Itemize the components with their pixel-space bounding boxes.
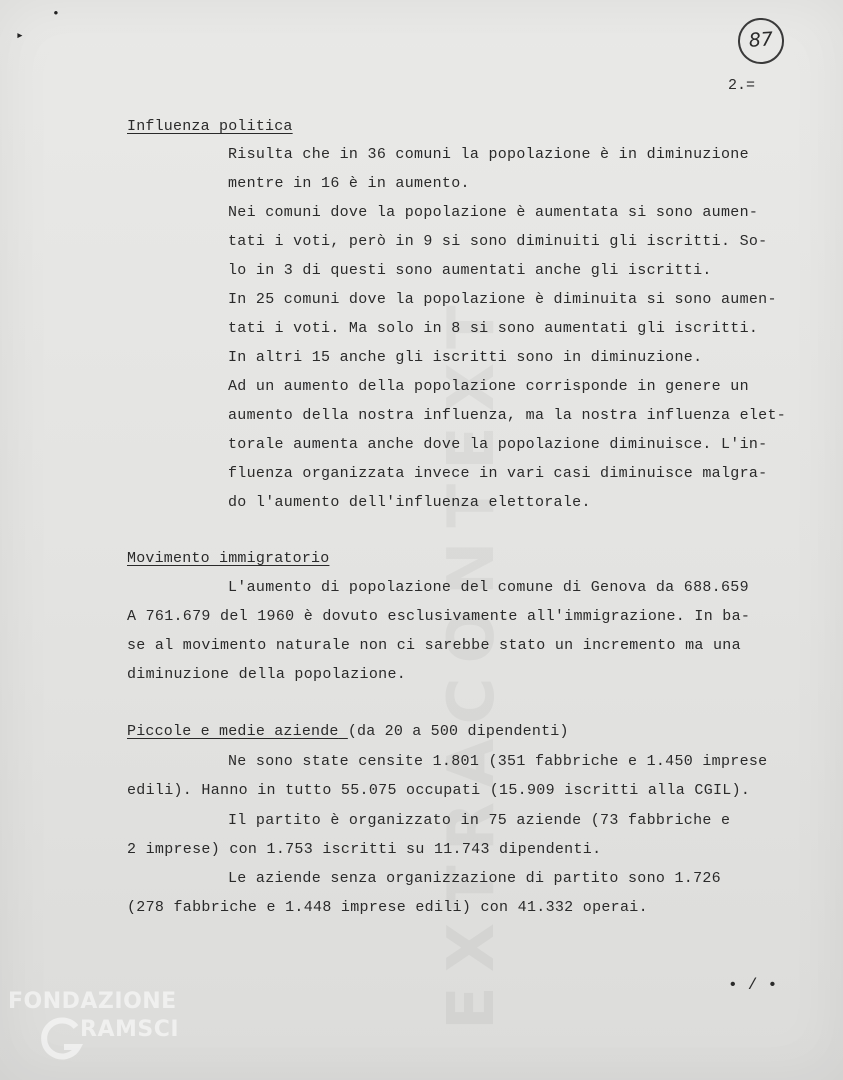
text-line: lo in 3 di questi sono aumentati anche gli iscritti. (228, 262, 712, 279)
text-line: L'aumento di popolazione del comune di Genova da 688.659 (228, 579, 749, 596)
stray-mark: • (52, 6, 60, 21)
section-heading-piccole-medie-aziende (127, 723, 569, 740)
text-line: se al movimento naturale non ci sarebbe stato un incremento ma una (127, 637, 741, 654)
text-line: tati i voti, però in 9 si sono diminuiti gli iscritti. So- (228, 233, 768, 250)
text-line: fluenza organizzata invece in vari casi diminuisce malgra- (228, 465, 768, 482)
section-heading-influenza-politica: Influenza politica (127, 118, 293, 135)
text-line: (278 fabbriche e 1.448 imprese edili) con 41.332 operai. (127, 899, 648, 916)
text-line: Ne sono state censite 1.801 (351 fabbriche e 1.450 imprese (228, 753, 768, 770)
section-heading-note: (da 20 a 500 dipendenti) (347, 723, 569, 740)
fondazione-gramsci-logo: FONDAZIONE RAMSCI (8, 985, 218, 1075)
section-heading-title: Piccole e medie aziende (127, 723, 339, 740)
text-line: edili). Hanno in tutto 55.075 occupati (15.909 iscritti alla CGIL). (127, 782, 751, 799)
text-line: In altri 15 anche gli iscritti sono in diminuzione. (228, 349, 703, 366)
stray-mark: ▸ (16, 28, 24, 43)
folio-number: 87 (736, 16, 785, 65)
text-line: A 761.679 del 1960 è dovuto esclusivamente all'immigrazione. In ba- (127, 608, 751, 625)
text-line: tati i voti. Ma solo in 8 si sono aumentati gli iscritti. (228, 320, 759, 337)
section-heading-movimento-immigratorio: Movimento immigratorio (127, 550, 330, 567)
text-line: do l'aumento dell'influenza elettorale. (228, 494, 591, 511)
text-line: Risulta che in 36 comuni la popolazione è in diminuzione (228, 146, 749, 163)
text-line: In 25 comuni dove la popolazione è diminuita si sono aumen- (228, 291, 777, 308)
text-line: Ad un aumento della popolazione corrisponde in genere un (228, 378, 749, 395)
text-line: Le aziende senza organizzazione di partito sono 1.726 (228, 870, 721, 887)
text-line: Il partito è organizzato in 75 aziende (73 fabbriche e (228, 812, 731, 829)
text-line: diminuzione della popolazione. (127, 666, 407, 683)
text-line: mentre in 16 è in aumento. (228, 175, 470, 192)
text-line: torale aumenta anche dove la popolazione diminuisce. L'in- (228, 436, 768, 453)
text-line: Nei comuni dove la popolazione è aumentata si sono aumen- (228, 204, 759, 221)
text-line: aumento della nostra influenza, ma la nostra influenza elet- (228, 407, 787, 424)
page-number: 2.= (728, 77, 756, 94)
text-line: 2 imprese) con 1.753 iscritti su 11.743 dipendenti. (127, 841, 602, 858)
continuation-mark: • / • (728, 976, 778, 994)
